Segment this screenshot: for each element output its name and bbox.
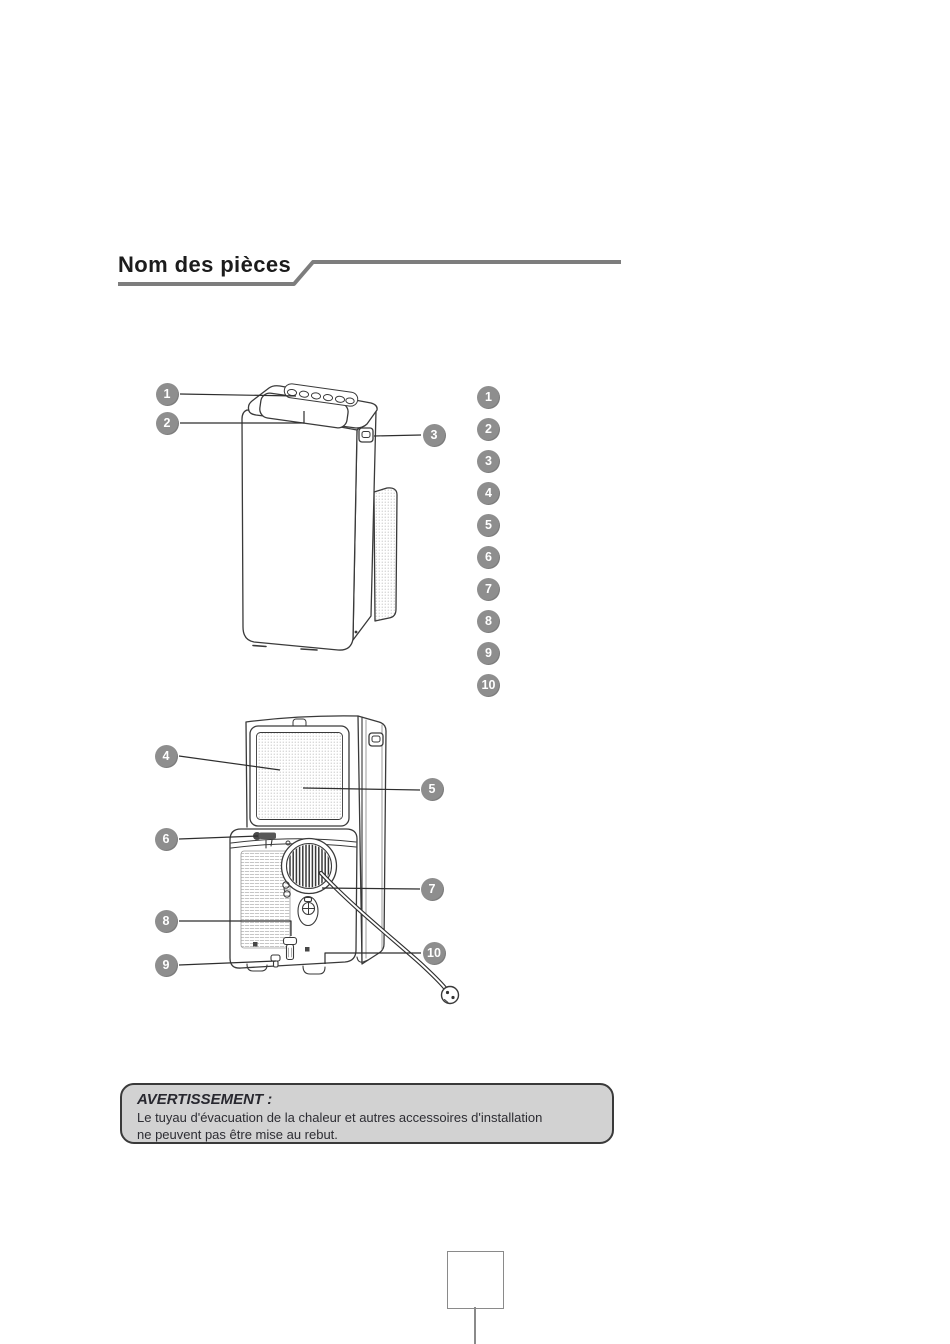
carry-handle — [369, 733, 383, 746]
callout-marker-2: 2 — [156, 412, 179, 435]
callout-marker-8: 8 — [155, 910, 178, 933]
warning-box — [120, 1083, 614, 1144]
side-intake-grille — [374, 488, 397, 621]
page-number-box — [447, 1251, 504, 1309]
power-plug — [442, 987, 459, 1004]
legend-marker-10: 10 — [477, 674, 500, 697]
exhaust-vent — [282, 839, 337, 894]
legend-marker-1: 1 — [477, 386, 500, 409]
callout-marker-5: 5 — [421, 778, 444, 801]
callout-marker-9: 9 — [155, 954, 178, 977]
air-filter — [250, 719, 349, 826]
callout-marker-6: 6 — [155, 828, 178, 851]
page-number-rule — [474, 1307, 476, 1344]
warning-line: Le tuyau d'évacuation de la chaleur et autres accessoires d'installation — [137, 1110, 543, 1125]
warning-line: ne peuvent pas être mise au rebut. — [137, 1126, 338, 1142]
parts-legend — [477, 386, 500, 697]
carry-handle — [359, 428, 373, 442]
legend-marker-9: 9 — [477, 642, 500, 665]
callout-marker-7: 7 — [421, 878, 444, 901]
callout-marker-1: 1 — [156, 383, 179, 406]
rear-view-illustration — [230, 716, 459, 1004]
legend-marker-8: 8 — [477, 610, 500, 633]
legend-marker-6: 6 — [477, 546, 500, 569]
front-face — [242, 410, 357, 650]
legend-marker-5: 5 — [477, 514, 500, 537]
warning-title: AVERTISSEMENT : — [137, 1091, 273, 1108]
legend-marker-2: 2 — [477, 418, 500, 441]
callout-marker-10: 10 — [423, 942, 446, 965]
legend-marker-4: 4 — [477, 482, 500, 505]
callout-marker-4: 4 — [155, 745, 178, 768]
legend-marker-7: 7 — [477, 578, 500, 601]
callout-marker-3: 3 — [423, 424, 446, 447]
legend-marker-3: 3 — [477, 450, 500, 473]
page-title: Nom des pièces — [118, 252, 292, 277]
